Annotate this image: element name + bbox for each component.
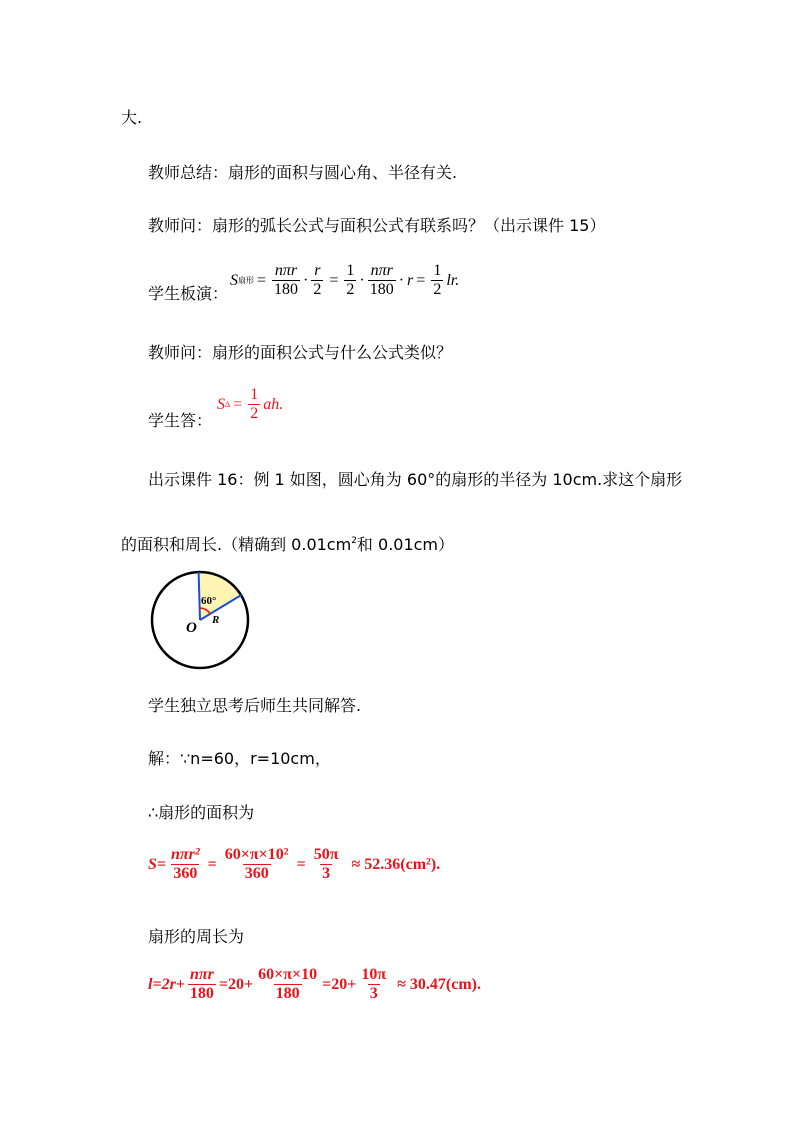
fraction-1-den: 180 — [274, 281, 299, 298]
courseware-16-line-2a: 的面积和周长.（精确到 0.01cm — [121, 535, 352, 554]
area-eq-1: = — [207, 855, 217, 873]
perimeter-lhs: l=2r+ — [148, 975, 185, 993]
student-board-label: 学生板演： — [148, 284, 229, 303]
fraction-3-den: 2 — [346, 281, 355, 298]
fraction-4 — [368, 262, 396, 299]
formula-area-calc — [148, 846, 440, 883]
symbol-s: S — [230, 271, 238, 289]
formula-tail: ah. — [263, 395, 284, 413]
symbol-r: r — [407, 271, 414, 289]
perimeter-fraction-3 — [359, 966, 388, 1003]
area-fraction-2 — [223, 846, 291, 883]
fraction-5-den: 2 — [433, 281, 442, 298]
perimeter-fraction-2 — [256, 966, 319, 1003]
radius-label-r: R — [212, 614, 220, 626]
fraction-1 — [272, 262, 300, 299]
area-fraction-3-num: 50π — [313, 846, 339, 863]
area-eq-2: = — [296, 855, 306, 873]
area-fraction-3-den: 3 — [322, 865, 331, 882]
perimeter-fraction-2-num: 60×π×10 — [258, 966, 318, 983]
perimeter-fraction-1 — [188, 966, 216, 1003]
formula-sector-area-arc — [230, 262, 459, 299]
subscript-sector: 扇形 — [238, 276, 254, 285]
courseware-16-line-2b: 和 0.01cm） — [356, 535, 455, 554]
fraction-3-num: 1 — [346, 262, 355, 279]
area-fraction-1 — [169, 846, 202, 883]
perimeter-mid-2: =20+ — [322, 975, 357, 993]
fraction-5-num: 1 — [433, 262, 442, 279]
subscript-triangle: Δ — [225, 400, 231, 409]
courseware-16-line-1: 出示课件 16：例 1 如图，圆心角为 60°的扇形的半径为 10cm.求这个扇形 — [148, 470, 683, 489]
fraction-2-num: r — [314, 262, 321, 279]
fraction-2 — [311, 262, 323, 299]
perimeter-fraction-2-den: 180 — [275, 985, 300, 1002]
angle-label: 60° — [201, 595, 217, 607]
fraction-3 — [344, 262, 356, 299]
area-approx: ≈ 52.36(cm²). — [351, 855, 441, 873]
radius-line-1 — [199, 572, 200, 620]
equals-3: = — [416, 271, 426, 289]
fraction-2-den: 2 — [313, 281, 322, 298]
perimeter-fraction-1-den: 180 — [189, 985, 214, 1002]
area-fraction-2-den: 360 — [244, 865, 269, 882]
courseware-16-line-2 — [121, 531, 454, 555]
symbol-s-triangle: S — [217, 395, 225, 413]
equals-2: = — [329, 271, 339, 289]
perimeter-fraction-3-num: 10π — [361, 966, 387, 983]
fraction-half — [248, 386, 260, 423]
area-lhs: S= — [148, 855, 167, 873]
perimeter-mid-1: =20+ — [218, 975, 254, 993]
circle-sector-figure — [150, 570, 250, 670]
area-fraction-1-num: nπr² — [171, 846, 200, 863]
perimeter-fraction-1-num: nπr — [189, 966, 214, 983]
therefore-area: ∴扇形的面积为 — [148, 803, 255, 822]
fraction-4-den: 180 — [369, 281, 394, 298]
student-answer-label: 学生答： — [148, 411, 213, 430]
perimeter-fraction-3-den: 3 — [369, 985, 378, 1002]
perimeter-label: 扇形的周长为 — [148, 927, 245, 946]
fraction-half-num: 1 — [250, 386, 259, 403]
equals: = — [257, 271, 267, 289]
student-think: 学生独立思考后师生共同解答. — [148, 696, 362, 715]
equals: = — [233, 395, 243, 413]
dot-1: · — [303, 271, 309, 289]
fraction-half-den: 2 — [250, 405, 259, 422]
fraction-4-num: nπr — [370, 262, 393, 279]
dot-2: · — [359, 271, 365, 289]
perimeter-approx: ≈ 30.47(cm). — [397, 975, 482, 993]
dot-3: · — [398, 271, 405, 289]
teacher-summary: 教师总结：扇形的面积与圆心角、半径有关. — [148, 163, 458, 182]
formula-tail: lr. — [446, 271, 460, 289]
teacher-question-2: 教师问：扇形的面积公式与什么公式类似？ — [148, 343, 453, 362]
teacher-question-1: 教师问：扇形的弧长公式与面积公式有联系吗？（出示课件 15） — [148, 216, 606, 235]
formula-triangle-area — [217, 386, 283, 423]
formula-perimeter-calc — [148, 966, 481, 1003]
area-fraction-3 — [312, 846, 341, 883]
center-label-o: O — [186, 620, 197, 636]
solution-given: 解：∵n=60，r=10cm， — [148, 749, 331, 768]
area-fraction-2-num: 60×π×10² — [224, 846, 289, 863]
fraction-5 — [431, 262, 443, 299]
text-line-da: 大. — [121, 108, 143, 127]
cm-squared-sup: 2 — [351, 536, 357, 546]
fraction-1-num: nπr — [274, 262, 298, 279]
area-fraction-1-den: 360 — [173, 865, 198, 882]
